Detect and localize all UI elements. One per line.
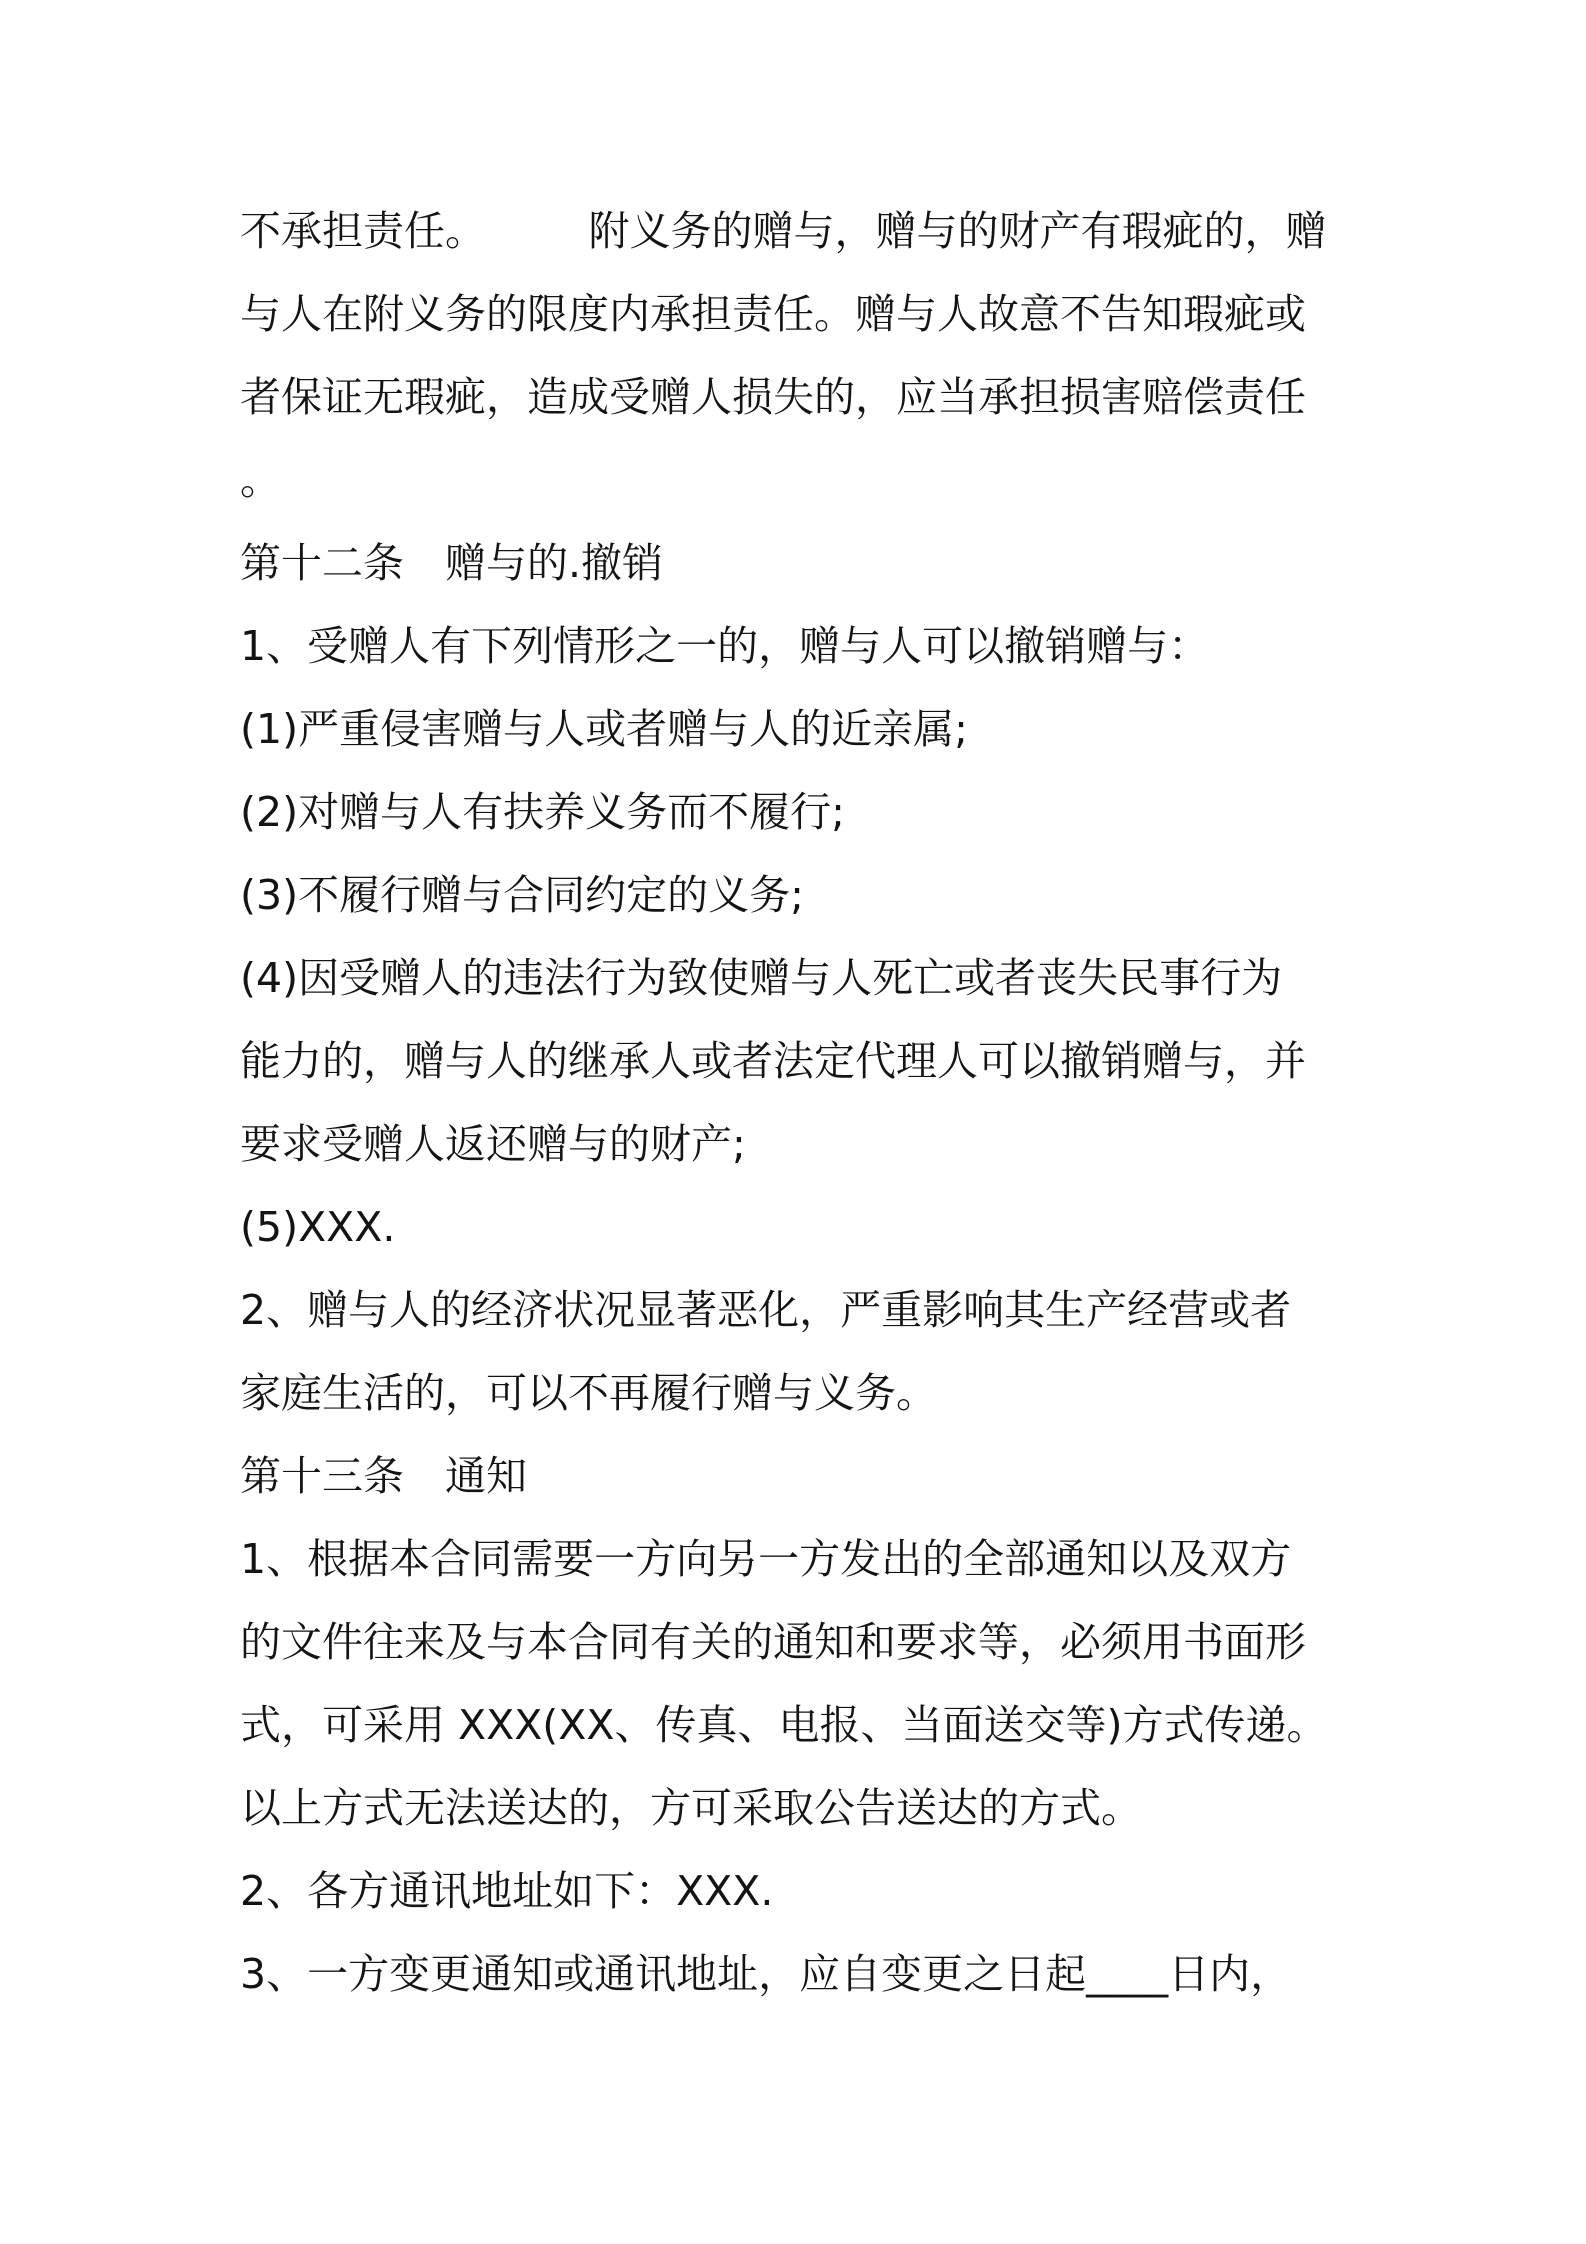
text-line-13: (5)XXX. (240, 1203, 396, 1251)
text-line-11: 能力的，赠与人的继承人或者法定代理人可以撤销赠与，并 (240, 1037, 1306, 1085)
text-line-1: 不承担责任。 附义务的赠与，赠与的财产有瑕疵的，赠 (240, 207, 1327, 255)
text-line-10: (4)因受赠人的违法行为致使赠与人死亡或者丧失民事行为 (240, 954, 1283, 1002)
text-line-22: 3、一方变更通知或通讯地址，应自变更之日起____日内， (240, 1950, 1292, 1998)
article-13-heading: 第十三条 通知 (240, 1452, 527, 1500)
text-line-21: 2、各方通讯地址如下：XXX. (240, 1867, 774, 1915)
text-line-18: 的文件往来及与本合同有关的通知和要求等，必须用书面形 (240, 1618, 1306, 1666)
contract-text (240, 190, 1360, 2016)
text-line-19: 式，可采用 XXX(XX、传真、电报、当面送交等)方式传递。 (240, 1701, 1328, 1749)
text-line-12: 要求受赠人返还赠与的财产; (240, 1120, 746, 1168)
text-line-3: 者保证无瑕疵，造成受赠人损失的，应当承担损害赔偿责任 (240, 373, 1306, 421)
text-line-15: 家庭生活的，可以不再履行赠与义务。 (240, 1369, 937, 1417)
text-line-8: (2)对赠与人有扶养义务而不履行; (240, 788, 845, 836)
article-12-heading: 第十二条 赠与的.撤销 (240, 539, 664, 587)
text-line-2: 与人在附义务的限度内承担责任。赠与人故意不告知瑕疵或 (240, 290, 1306, 338)
text-line-14: 2、赠与人的经济状况显著恶化，严重影响其生产经营或者 (240, 1286, 1292, 1334)
text-line-17: 1、根据本合同需要一方向另一方发出的全部通知以及双方 (240, 1535, 1292, 1583)
text-line-7: (1)严重侵害赠与人或者赠与人的近亲属; (240, 705, 968, 753)
text-line-9: (3)不履行赠与合同约定的义务; (240, 871, 804, 919)
text-line-6: 1、受赠人有下列情形之一的，赠与人可以撤销赠与： (240, 622, 1210, 670)
text-line-20: 以上方式无法送达的，方可采取公告送达的方式。 (240, 1784, 1142, 1832)
text-line-4: 。 (240, 456, 281, 504)
